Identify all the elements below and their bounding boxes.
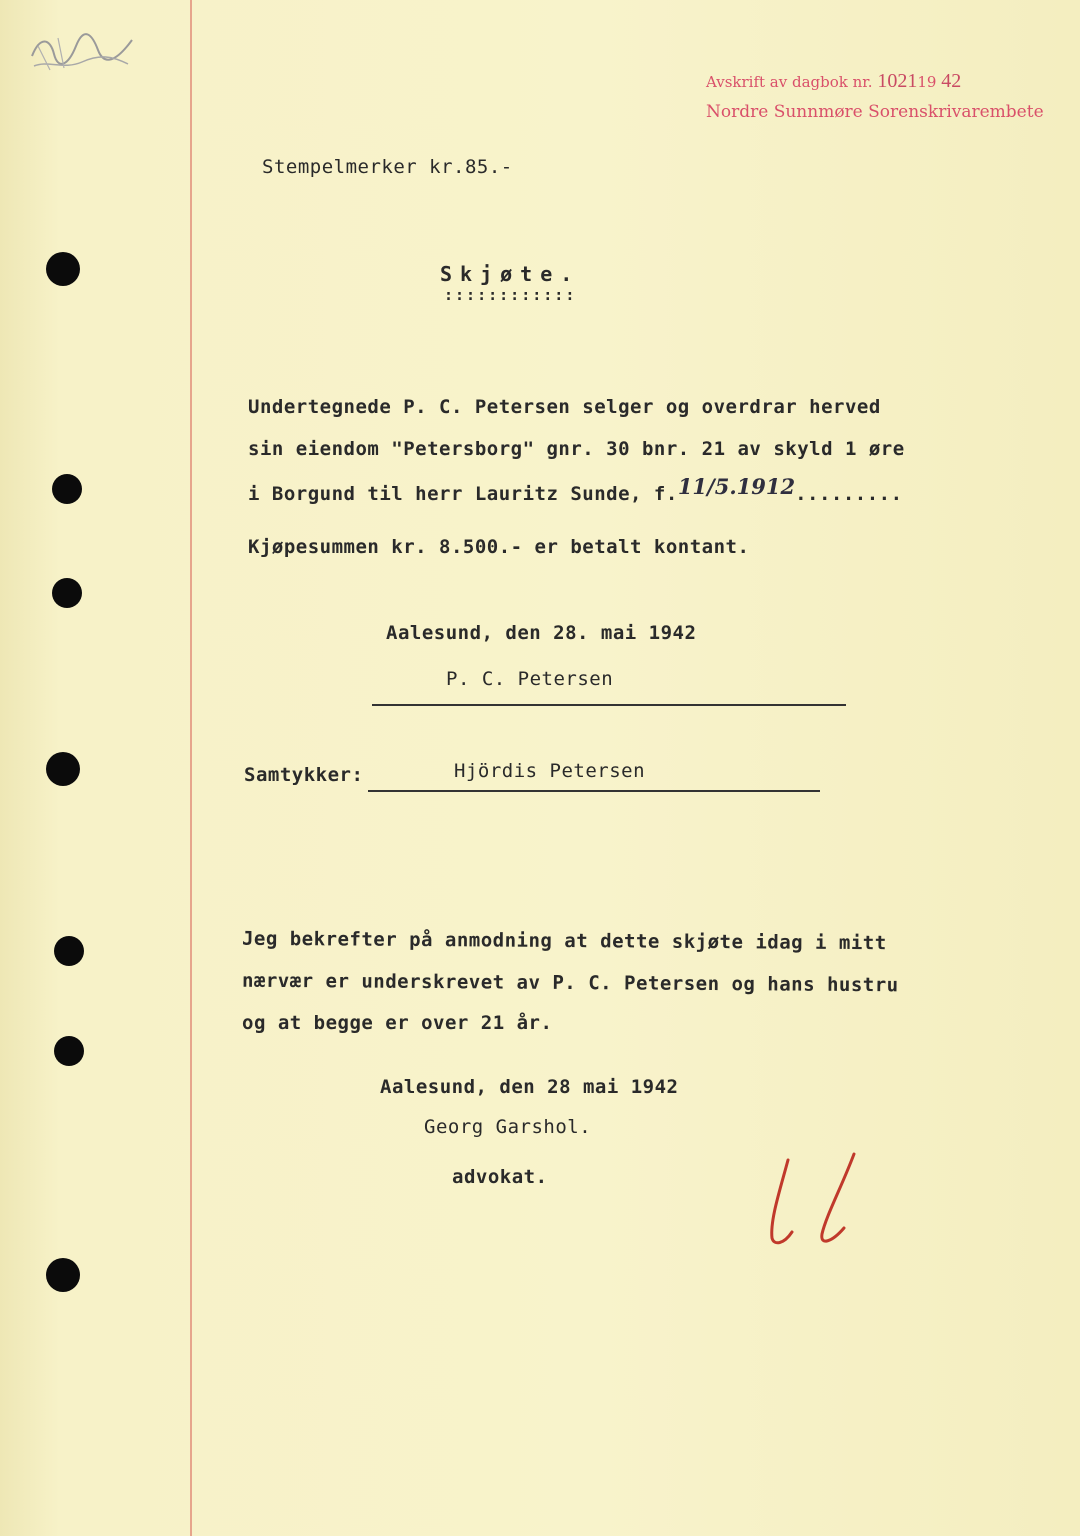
margin-rule — [190, 0, 192, 1536]
body-line-2: sin eiendom "Petersborg" gnr. 30 bnr. 21 av skyld 1 øre — [248, 438, 905, 460]
signature-line-seller — [372, 704, 846, 706]
title-underline: :::::::::::: — [444, 286, 577, 304]
signing2-title: advokat. — [452, 1166, 548, 1188]
body-line-3-dots: ......... — [795, 483, 903, 505]
signing1-place-date: Aalesund, den 28. mai 1942 — [386, 622, 697, 644]
signing1-signer: P. C. Petersen — [446, 668, 614, 690]
stamp-fee-line: Stempelmerker kr.85.- — [262, 156, 513, 178]
handwritten-birthdate: 11/5.1912 — [677, 474, 796, 499]
attestation-line-2: nærvær er underskrevet av P. C. Petersen og hans hustru — [241, 969, 899, 997]
punch-hole — [54, 1036, 84, 1066]
registry-stamp-line2: Nordre Sunnmøre Sorenskrivarembete — [706, 102, 1044, 122]
punch-hole — [46, 1258, 80, 1292]
dagbok-number: 1021 — [877, 70, 918, 92]
signing2-signer: Georg Garshol. — [424, 1116, 592, 1138]
consent-label: Samtykker: — [244, 764, 364, 786]
attestation-line-3: og at begge er over 21 år. — [242, 1012, 553, 1034]
body-line-1: Undertegnede P. C. Petersen selger og overdrar herved — [248, 396, 881, 418]
stamp-year-prefix: 19 — [917, 73, 937, 91]
body-line-3-typed: i Borgund til herr Lauritz Sunde, f. — [248, 483, 678, 505]
stamp-year-suffix: 42 — [941, 70, 962, 92]
purchase-price-line: Kjøpesummen kr. 8.500.- er betalt kontant. — [248, 536, 750, 558]
attestation-line-1: Jeg bekrefter på anmodning at dette skjøte idag i mitt — [241, 927, 887, 955]
handwritten-initials — [760, 1150, 870, 1250]
punch-hole — [46, 252, 80, 286]
punch-hole — [54, 936, 84, 966]
registry-stamp-line1 — [706, 70, 1046, 93]
punch-hole — [52, 578, 82, 608]
stamp-prefix: Avskrift av dagbok nr. — [706, 73, 873, 91]
consent-name: Hjördis Petersen — [454, 760, 646, 782]
document-title: Skjøte. — [440, 262, 581, 286]
signature-line-consent — [368, 790, 820, 792]
body-line-3 — [248, 474, 903, 505]
signing2-place-date: Aalesund, den 28 mai 1942 — [380, 1076, 679, 1098]
punch-hole — [52, 474, 82, 504]
punch-hole — [46, 752, 80, 786]
corner-scribble — [28, 26, 138, 76]
